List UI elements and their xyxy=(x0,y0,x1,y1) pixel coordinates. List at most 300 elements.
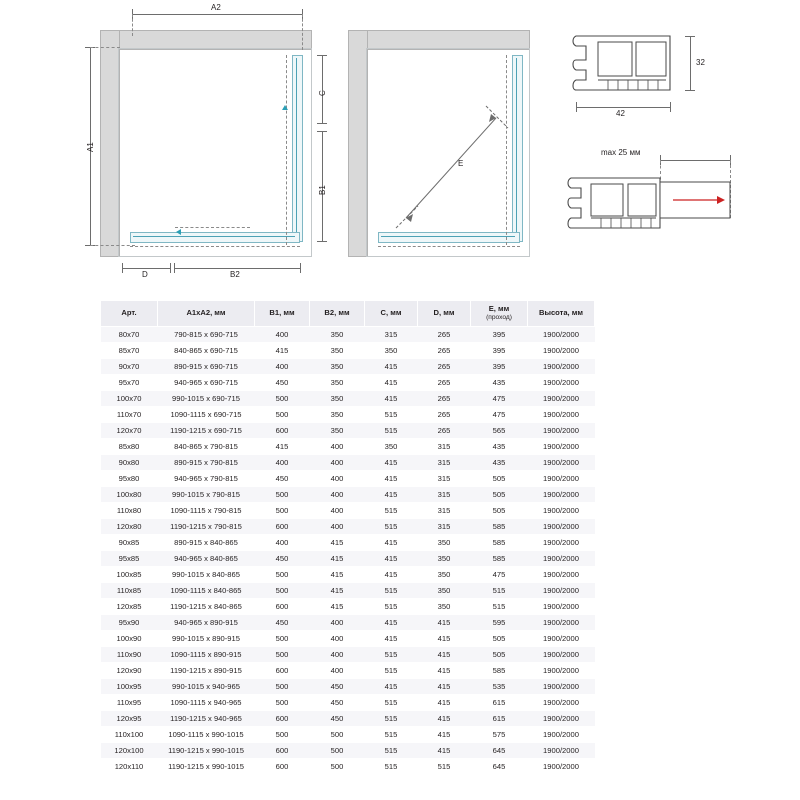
table-cell: 990-1015 x 790-815 xyxy=(158,486,255,502)
table-cell: 415 xyxy=(365,374,418,390)
table-cell: 120x90 xyxy=(101,662,158,678)
table-cell: 120x110 xyxy=(101,758,158,774)
table-cell: 500 xyxy=(255,646,310,662)
wall-left-left xyxy=(100,30,120,257)
dim-e-label: E xyxy=(458,159,464,168)
table-cell: 515 xyxy=(365,694,418,710)
table-cell: 1900/2000 xyxy=(528,326,595,342)
table-cell: 1900/2000 xyxy=(528,630,595,646)
table-cell: 1900/2000 xyxy=(528,710,595,726)
table-cell: 1190-1215 x 890-915 xyxy=(158,662,255,678)
dim-b2-tick-left xyxy=(174,263,175,273)
table-cell: 415 xyxy=(310,598,365,614)
table-cell: 1900/2000 xyxy=(528,502,595,518)
glass-panel-right xyxy=(292,55,303,242)
header-e-label: Е, мм xyxy=(488,304,510,313)
table-cell: 415 xyxy=(310,534,365,550)
table-cell: 350 xyxy=(310,390,365,406)
table-cell: 585 xyxy=(471,518,528,534)
table-cell: 505 xyxy=(471,486,528,502)
header-art: Арт. xyxy=(101,301,158,327)
table-cell: 315 xyxy=(418,486,471,502)
table-cell: 350 xyxy=(365,342,418,358)
table-cell: 1900/2000 xyxy=(528,518,595,534)
table-cell: 500 xyxy=(255,630,310,646)
table-cell: 1190-1215 x 990-1015 xyxy=(158,758,255,774)
table-cell: 990-1015 x 940-965 xyxy=(158,678,255,694)
table-cell: 575 xyxy=(471,726,528,742)
table-cell: 120x70 xyxy=(101,422,158,438)
table-row xyxy=(101,406,595,422)
table-cell: 400 xyxy=(310,438,365,454)
table-cell: 505 xyxy=(471,502,528,518)
table-row xyxy=(101,678,595,694)
table-cell: 515 xyxy=(365,758,418,774)
table-cell: 265 xyxy=(418,422,471,438)
table-cell: 1900/2000 xyxy=(528,726,595,742)
table-cell: 85x70 xyxy=(101,342,158,358)
table-cell: 315 xyxy=(418,470,471,486)
table-cell: 505 xyxy=(471,470,528,486)
table-cell: 350 xyxy=(418,534,471,550)
table-cell: 515 xyxy=(365,582,418,598)
dim-a2-ext-left xyxy=(132,14,133,36)
table-cell: 1900/2000 xyxy=(528,374,595,390)
table-cell: 415 xyxy=(365,614,418,630)
header-e xyxy=(471,301,528,327)
header-e-note: (проход) xyxy=(486,313,512,321)
table-cell: 395 xyxy=(471,358,528,374)
table-row xyxy=(101,566,595,582)
table-cell: 100x95 xyxy=(101,678,158,694)
table-cell: 500 xyxy=(255,582,310,598)
table-cell: 265 xyxy=(418,374,471,390)
table-cell: 265 xyxy=(418,326,471,342)
table-cell: 500 xyxy=(255,390,310,406)
table-cell: 890-915 x 690-715 xyxy=(158,358,255,374)
table-row xyxy=(101,422,595,438)
dim-32-tick-top xyxy=(685,36,695,37)
header-b1: В1, мм xyxy=(255,301,310,327)
table-cell: 505 xyxy=(471,630,528,646)
table-cell: 415 xyxy=(365,566,418,582)
table-cell: 315 xyxy=(418,518,471,534)
table-cell: 515 xyxy=(365,646,418,662)
table-cell: 415 xyxy=(418,678,471,694)
table-cell: 1900/2000 xyxy=(528,454,595,470)
dim-42-tick-right xyxy=(670,102,671,112)
dim-d-tick-left xyxy=(122,263,123,273)
table-cell: 400 xyxy=(310,646,365,662)
header-b2: В2, мм xyxy=(310,301,365,327)
table-cell: 435 xyxy=(471,454,528,470)
table-cell: 1900/2000 xyxy=(528,598,595,614)
table-row xyxy=(101,374,595,390)
table-cell: 350 xyxy=(310,406,365,422)
table-cell: 990-1015 x 690-715 xyxy=(158,390,255,406)
table-cell: 500 xyxy=(255,678,310,694)
table-cell: 515 xyxy=(365,742,418,758)
dim-32-line xyxy=(690,36,691,90)
table-cell: 500 xyxy=(255,694,310,710)
table-cell: 100x80 xyxy=(101,486,158,502)
table-cell: 350 xyxy=(310,326,365,342)
table-cell: 415 xyxy=(365,390,418,406)
table-cell: 350 xyxy=(365,438,418,454)
table-cell: 415 xyxy=(418,630,471,646)
table-cell: 1900/2000 xyxy=(528,390,595,406)
dim-a2-ext-right xyxy=(302,14,303,50)
table-cell: 110x85 xyxy=(101,582,158,598)
table-cell: 415 xyxy=(365,486,418,502)
table-row xyxy=(101,598,595,614)
glass-panel-right-inner-line xyxy=(296,58,297,236)
profile-cross-section xyxy=(570,30,680,100)
dim-b1-tick-top xyxy=(317,131,327,132)
table-cell: 400 xyxy=(310,454,365,470)
table-cell: 265 xyxy=(418,358,471,374)
table-cell: 435 xyxy=(471,374,528,390)
table-cell: 80x70 xyxy=(101,326,158,342)
table-cell: 450 xyxy=(310,694,365,710)
table-cell: 350 xyxy=(310,422,365,438)
table-cell: 1090-1115 x 940-965 xyxy=(158,694,255,710)
table-cell: 450 xyxy=(255,550,310,566)
slide-arrow-right xyxy=(282,105,288,110)
table-cell: 415 xyxy=(418,726,471,742)
dim-d-tick-right xyxy=(170,263,171,273)
table-cell: 415 xyxy=(365,454,418,470)
table-row xyxy=(101,726,595,742)
table-cell: 600 xyxy=(255,742,310,758)
table-cell: 395 xyxy=(471,342,528,358)
table-cell: 415 xyxy=(365,630,418,646)
table-cell: 500 xyxy=(255,406,310,422)
table-cell: 500 xyxy=(310,726,365,742)
table-header-row xyxy=(101,301,595,327)
table-cell: 315 xyxy=(418,438,471,454)
table-cell: 500 xyxy=(255,502,310,518)
max-adjust-label: max 25 мм xyxy=(601,148,641,157)
enclosure-outline-left xyxy=(118,48,312,257)
table-cell: 100x70 xyxy=(101,390,158,406)
table-row xyxy=(101,582,595,598)
table-cell: 415 xyxy=(365,534,418,550)
dim-a2-line xyxy=(132,14,302,15)
table-cell: 350 xyxy=(310,342,365,358)
table-row xyxy=(101,630,595,646)
table-row xyxy=(101,358,595,374)
table-cell: 100x90 xyxy=(101,630,158,646)
table-cell: 515 xyxy=(365,710,418,726)
table-cell: 100x85 xyxy=(101,566,158,582)
table-cell: 1090-1115 x 790-815 xyxy=(158,502,255,518)
dim-c-tick-top xyxy=(317,55,327,56)
table-row xyxy=(101,646,595,662)
table-cell: 315 xyxy=(418,454,471,470)
table-cell: 400 xyxy=(255,326,310,342)
dim-a1-ext-top xyxy=(90,47,120,48)
table-cell: 515 xyxy=(365,406,418,422)
table-cell: 1900/2000 xyxy=(528,438,595,454)
table-cell: 400 xyxy=(310,486,365,502)
table-cell: 535 xyxy=(471,678,528,694)
table-row xyxy=(101,758,595,774)
table-cell: 585 xyxy=(471,534,528,550)
table-cell: 400 xyxy=(255,534,310,550)
table-cell: 415 xyxy=(365,470,418,486)
table-cell: 1090-1115 x 690-715 xyxy=(158,406,255,422)
table-cell: 1900/2000 xyxy=(528,486,595,502)
table-cell: 990-1015 x 840-865 xyxy=(158,566,255,582)
table-cell: 600 xyxy=(255,710,310,726)
table-row xyxy=(101,326,595,342)
profile-adjust-section xyxy=(565,172,740,242)
table-cell: 350 xyxy=(418,598,471,614)
table-cell: 415 xyxy=(365,550,418,566)
dim-b1-tick-bottom xyxy=(317,241,327,242)
table-row xyxy=(101,518,595,534)
table-cell: 95x70 xyxy=(101,374,158,390)
table-row xyxy=(101,534,595,550)
table-cell: 1900/2000 xyxy=(528,582,595,598)
table-cell: 500 xyxy=(255,726,310,742)
table-row xyxy=(101,502,595,518)
table-cell: 515 xyxy=(365,502,418,518)
specification-table xyxy=(100,300,595,775)
table-cell: 940-965 x 840-865 xyxy=(158,550,255,566)
table-cell: 415 xyxy=(418,710,471,726)
table-cell: 615 xyxy=(471,710,528,726)
table-cell: 415 xyxy=(418,694,471,710)
table-cell: 315 xyxy=(365,326,418,342)
table-cell: 415 xyxy=(255,438,310,454)
table-cell: 90x85 xyxy=(101,534,158,550)
table-cell: 1090-1115 x 990-1015 xyxy=(158,726,255,742)
table-cell: 1900/2000 xyxy=(528,422,595,438)
table-cell: 265 xyxy=(418,342,471,358)
table-cell: 515 xyxy=(365,598,418,614)
table-cell: 1090-1115 x 840-865 xyxy=(158,582,255,598)
table-cell: 990-1015 x 890-915 xyxy=(158,630,255,646)
table-cell: 350 xyxy=(418,550,471,566)
header-d: D, мм xyxy=(418,301,471,327)
table-cell: 475 xyxy=(471,390,528,406)
table-cell: 90x70 xyxy=(101,358,158,374)
table-cell: 415 xyxy=(418,646,471,662)
table-cell: 415 xyxy=(310,550,365,566)
table-cell: 415 xyxy=(418,614,471,630)
table-cell: 400 xyxy=(310,630,365,646)
table-cell: 415 xyxy=(255,342,310,358)
table-cell: 840-865 x 790-815 xyxy=(158,438,255,454)
door-travel-dashed-right xyxy=(286,55,287,245)
table-cell: 450 xyxy=(310,710,365,726)
table-cell: 890-915 x 840-865 xyxy=(158,534,255,550)
table-cell: 90x80 xyxy=(101,454,158,470)
table-cell: 585 xyxy=(471,550,528,566)
table-cell: 1190-1215 x 940-965 xyxy=(158,710,255,726)
table-cell: 515 xyxy=(471,582,528,598)
table-row xyxy=(101,742,595,758)
table-cell: 265 xyxy=(418,390,471,406)
table-cell: 645 xyxy=(471,742,528,758)
table-cell: 515 xyxy=(365,518,418,534)
slide-arrow-bottom xyxy=(176,229,181,235)
table-cell: 1900/2000 xyxy=(528,758,595,774)
table-row xyxy=(101,614,595,630)
table-cell: 400 xyxy=(255,358,310,374)
table-cell: 1900/2000 xyxy=(528,662,595,678)
table-cell: 450 xyxy=(255,374,310,390)
table-row xyxy=(101,438,595,454)
wall-top-right xyxy=(348,30,530,50)
table-cell: 505 xyxy=(471,646,528,662)
table-cell: 600 xyxy=(255,518,310,534)
dim-32-label: 32 xyxy=(696,58,705,67)
table-cell: 415 xyxy=(310,566,365,582)
table-cell: 400 xyxy=(310,470,365,486)
table-cell: 515 xyxy=(365,726,418,742)
table-cell: 1900/2000 xyxy=(528,742,595,758)
wall-left-right xyxy=(348,30,368,257)
dim-c-line xyxy=(322,55,323,123)
table-cell: 515 xyxy=(471,598,528,614)
table-cell: 95x80 xyxy=(101,470,158,486)
table-row xyxy=(101,662,595,678)
header-c: С, мм xyxy=(365,301,418,327)
table-cell: 1090-1115 x 890-915 xyxy=(158,646,255,662)
table-row xyxy=(101,470,595,486)
table-cell: 110x100 xyxy=(101,726,158,742)
dim-42-label: 42 xyxy=(616,109,625,118)
table-cell: 415 xyxy=(310,582,365,598)
table-cell: 120x80 xyxy=(101,518,158,534)
table-cell: 475 xyxy=(471,406,528,422)
table-cell: 415 xyxy=(365,678,418,694)
table-cell: 350 xyxy=(418,582,471,598)
table-cell: 1190-1215 x 690-715 xyxy=(158,422,255,438)
dim-d-line xyxy=(122,268,170,269)
table-cell: 350 xyxy=(418,566,471,582)
table-cell: 450 xyxy=(310,678,365,694)
table-cell: 1900/2000 xyxy=(528,614,595,630)
table-row xyxy=(101,486,595,502)
dim-c-tick-bottom xyxy=(317,123,327,124)
table-cell: 515 xyxy=(365,422,418,438)
dim-42-line xyxy=(576,107,670,108)
dim-a2-label: A2 xyxy=(211,3,221,12)
table-cell: 315 xyxy=(418,502,471,518)
table-cell: 1900/2000 xyxy=(528,550,595,566)
dim-b2-tick-right xyxy=(300,263,301,273)
table-cell: 120x85 xyxy=(101,598,158,614)
table-row xyxy=(101,694,595,710)
table-cell: 565 xyxy=(471,422,528,438)
dim-b2-label: B2 xyxy=(230,270,240,279)
table-cell: 1190-1215 x 790-815 xyxy=(158,518,255,534)
table-cell: 515 xyxy=(418,758,471,774)
table-cell: 1900/2000 xyxy=(528,694,595,710)
glass-panel-bottom xyxy=(130,232,300,243)
table-cell: 1900/2000 xyxy=(528,534,595,550)
table-cell: 1900/2000 xyxy=(528,406,595,422)
table-cell: 110x90 xyxy=(101,646,158,662)
table-cell: 500 xyxy=(310,742,365,758)
table-cell: 400 xyxy=(310,614,365,630)
table-cell: 350 xyxy=(310,374,365,390)
header-a1a2: А1хА2, мм xyxy=(158,301,255,327)
header-height: Высота, мм xyxy=(528,301,595,327)
table-cell: 400 xyxy=(310,662,365,678)
table-cell: 450 xyxy=(255,614,310,630)
table-cell: 475 xyxy=(471,566,528,582)
dim-32-tick-bottom xyxy=(685,90,695,91)
dim-a1-ext-bottom xyxy=(90,245,135,246)
table-cell: 1900/2000 xyxy=(528,342,595,358)
table-cell: 940-965 x 690-715 xyxy=(158,374,255,390)
table-cell: 415 xyxy=(365,358,418,374)
dim-a1-label: A1 xyxy=(86,142,95,152)
table-row xyxy=(101,454,595,470)
table-row xyxy=(101,710,595,726)
table-cell: 395 xyxy=(471,326,528,342)
table-cell: 400 xyxy=(255,454,310,470)
table-row xyxy=(101,342,595,358)
table-cell: 110x95 xyxy=(101,694,158,710)
table-cell: 400 xyxy=(310,502,365,518)
table-cell: 1900/2000 xyxy=(528,678,595,694)
table-cell: 1900/2000 xyxy=(528,566,595,582)
table-cell: 500 xyxy=(310,758,365,774)
table-cell: 645 xyxy=(471,758,528,774)
table-cell: 600 xyxy=(255,422,310,438)
table-cell: 790-815 x 690-715 xyxy=(158,326,255,342)
table-cell: 435 xyxy=(471,438,528,454)
dim-d-label: D xyxy=(142,270,148,279)
table-cell: 95x85 xyxy=(101,550,158,566)
dim-b1-label: B1 xyxy=(318,185,327,195)
table-cell: 350 xyxy=(310,358,365,374)
table-cell: 120x95 xyxy=(101,710,158,726)
door-travel-dashed-bottom xyxy=(130,246,300,247)
table-cell: 940-965 x 890-915 xyxy=(158,614,255,630)
table-cell: 615 xyxy=(471,694,528,710)
table-row xyxy=(101,550,595,566)
dim-b2-line xyxy=(174,268,300,269)
table-cell: 1900/2000 xyxy=(528,358,595,374)
table-cell: 265 xyxy=(418,406,471,422)
dim-c-label: C xyxy=(318,90,327,96)
table-cell: 840-865 x 690-715 xyxy=(158,342,255,358)
table-body xyxy=(101,326,595,774)
table-cell: 890-915 x 790-815 xyxy=(158,454,255,470)
table-cell: 415 xyxy=(418,742,471,758)
table-cell: 600 xyxy=(255,662,310,678)
table-cell: 85x80 xyxy=(101,438,158,454)
table-cell: 1190-1215 x 990-1015 xyxy=(158,742,255,758)
table-cell: 1190-1215 x 840-865 xyxy=(158,598,255,614)
table-cell: 400 xyxy=(310,518,365,534)
table-cell: 450 xyxy=(255,470,310,486)
table-cell: 940-965 x 790-815 xyxy=(158,470,255,486)
table-row xyxy=(101,390,595,406)
table-cell: 110x80 xyxy=(101,502,158,518)
table-cell: 500 xyxy=(255,486,310,502)
table-cell: 1900/2000 xyxy=(528,470,595,486)
dim-42-tick-left xyxy=(576,102,577,112)
table-cell: 110x70 xyxy=(101,406,158,422)
